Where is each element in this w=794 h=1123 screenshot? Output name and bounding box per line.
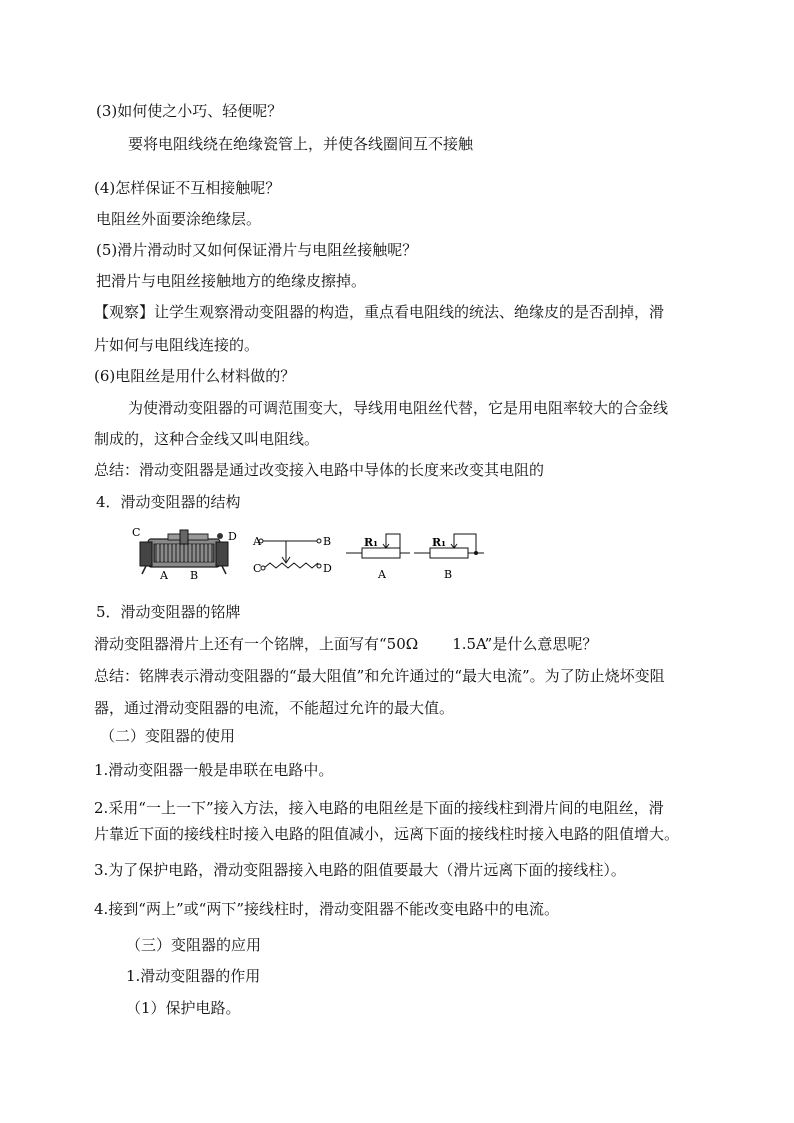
rheostat-structure-diagram <box>128 526 508 584</box>
question-3: (3)如何使之小巧、轻便呢？ <box>96 102 283 120</box>
usage-4: 4.接到“两上”或“两下”接线柱时，滑动变阻器不能改变电路中的电流。 <box>94 900 559 918</box>
structure-symbol <box>259 539 321 570</box>
rheostat-photo-icon <box>140 530 228 574</box>
circuit-caption-a: A <box>378 568 386 581</box>
circuit-symbol-a <box>346 534 410 558</box>
photo-label-b: B <box>190 569 199 582</box>
section-application: （三）变阻器的应用 <box>126 936 262 954</box>
usage-1: 1.滑动变阻器一般是串联在电路中。 <box>94 761 334 779</box>
answer-5: 把滑片与电阻丝接触地方的绝缘皮擦掉。 <box>96 272 367 290</box>
observe-line-1: 【观察】让学生观察滑动变阻器的构造，重点看电阻线的统法、绝缘皮的是否刮掉，滑 <box>94 303 665 321</box>
symbol-label-a: A <box>253 535 261 548</box>
heading-nameplate: 5．滑动变阻器的铭牌 <box>96 603 241 621</box>
circuit-caption-b: B <box>444 568 453 581</box>
symbol-label-b: B <box>323 535 332 548</box>
answer-6-line-2: 制成的，这种合金线又叫电阻线。 <box>94 430 320 448</box>
question-4: (4)怎样保证不互相接触呢？ <box>94 179 281 197</box>
nameplate-text-b: 1.5A”是什么意思呢？ <box>452 635 598 653</box>
section-usage: （二）变阻器的使用 <box>100 727 236 745</box>
observe-line-2: 片如何与电阻线连接的。 <box>94 336 260 354</box>
usage-2-line-1: 2.采用“一上一下”接入方法，接入电路的电阻丝是下面的接线柱到滑片间的电阻丝，滑 <box>94 799 664 817</box>
symbol-label-d: D <box>323 562 332 575</box>
question-6: (6)电阻丝是用什么材料做的？ <box>94 367 296 385</box>
application-1: 1.滑动变阻器的作用 <box>126 967 261 985</box>
photo-label-d: D <box>228 530 237 543</box>
answer-3: 要将电阻线绕在绝缘瓷管上，并使各线圈间互不接触 <box>128 135 474 153</box>
heading-structure: 4．滑动变阻器的结构 <box>96 493 241 511</box>
circuit-symbol-b <box>414 534 484 558</box>
application-1-1: （1）保护电路。 <box>126 999 241 1017</box>
resistor-label-b: R₁ <box>432 536 446 549</box>
summary-2-line-1: 总结：铭牌表示滑动变阻器的“最大阻值”和允许通过的“最大电流”。为了防止烧坏变阻 <box>94 667 665 685</box>
photo-label-c: C <box>132 526 141 539</box>
question-5: (5)滑片滑动时又如何保证滑片与电阻丝接触呢？ <box>96 241 418 259</box>
summary-2-line-2: 器，通过滑动变阻器的电流，不能超过允许的最大值。 <box>94 699 455 717</box>
symbol-label-c: C <box>253 562 262 575</box>
usage-3: 3.为了保护电路，滑动变阻器接入电路的阻值要最大（滑片远离下面的接线柱）。 <box>94 861 626 879</box>
answer-6-line-1: 为使滑动变阻器的可调范围变大，导线用电阻丝代替，它是用电阻率较大的合金线 <box>128 399 669 417</box>
nameplate-text-a: 滑动变阻器滑片上还有一个铭牌，上面写有“50Ω <box>94 635 419 653</box>
resistor-label-a: R₁ <box>364 536 378 549</box>
usage-2-line-2: 片靠近下面的接线柱时接入电路的阻值减小，远离下面的接线柱时接入电路的阻值增大。 <box>94 825 680 843</box>
summary-1: 总结：滑动变阻器是通过改变接入电路中导体的长度来改变其电阻的 <box>94 461 545 479</box>
nameplate-question <box>94 634 597 654</box>
photo-label-a: A <box>160 569 168 582</box>
answer-4: 电阻丝外面要涂绝缘层。 <box>96 210 262 228</box>
